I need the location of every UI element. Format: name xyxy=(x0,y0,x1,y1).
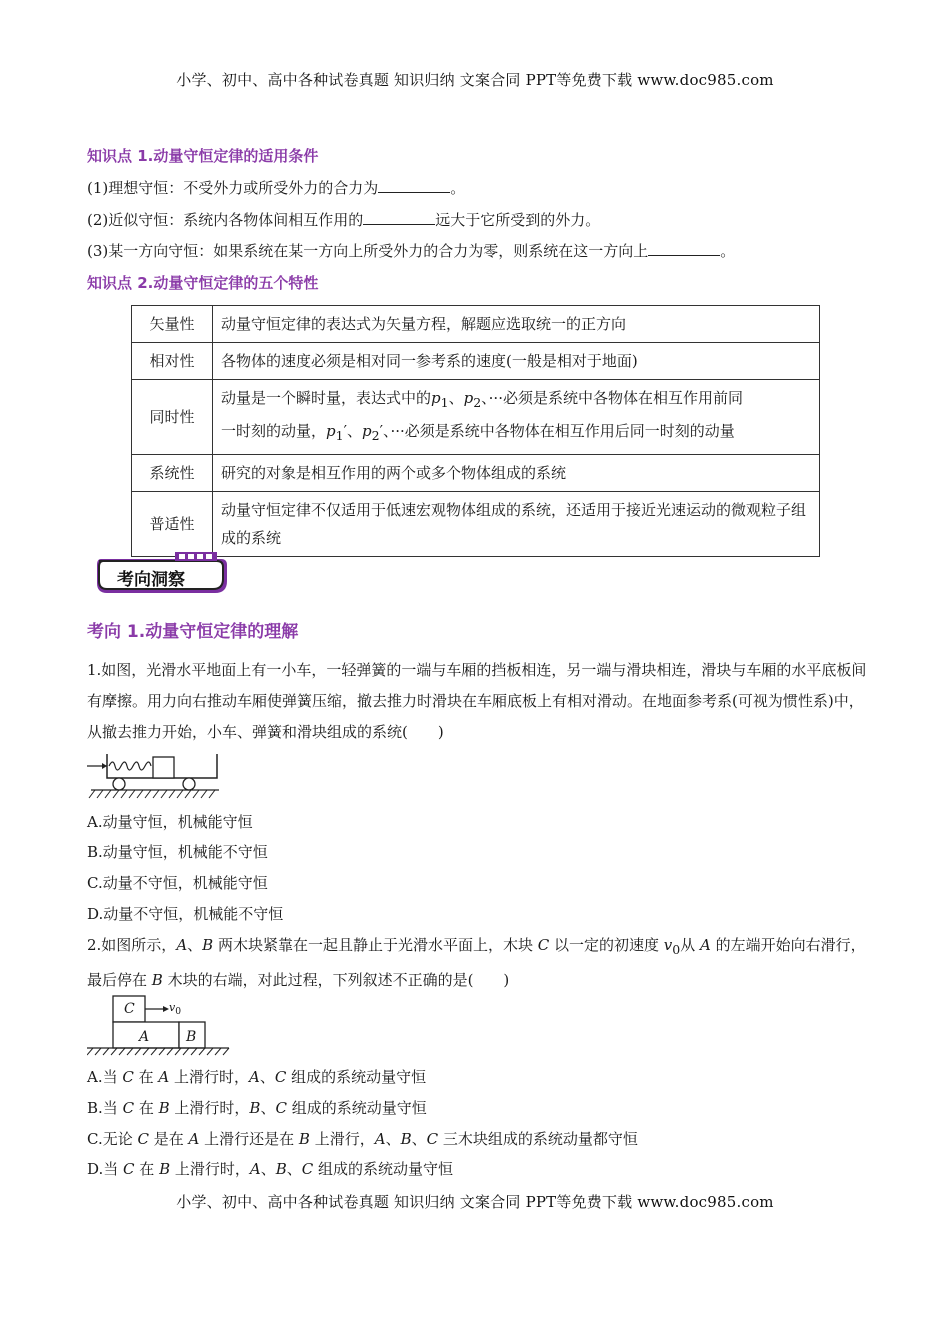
section-title: 考向 1.动量守恒定律的理解 xyxy=(87,622,299,642)
blocks-figure-icon xyxy=(87,994,232,1056)
section-badge xyxy=(93,551,231,597)
table-row xyxy=(132,455,820,492)
kp1-item-1: (1)理想守恒：不受外力或所受外力的合力为 。 xyxy=(87,179,466,197)
fill-blank[interactable] xyxy=(363,210,435,225)
question-2-option-a[interactable]: A.当 C 在 A 上滑行时，A、C 组成的系统动量守恒 xyxy=(87,1068,427,1086)
fill-blank[interactable] xyxy=(378,178,450,193)
table-row xyxy=(132,492,820,557)
page-footer: 小学、初中、高中各种试卷真题 知识归纳 文案合同 PPT等免费下载 www.doc985.com xyxy=(176,1193,774,1211)
fill-blank[interactable] xyxy=(648,241,720,256)
kp1-item-2: (2)近似守恒：系统内各物体间相互作用的 远大于它所受到的外力。 xyxy=(87,211,601,229)
velocity-label: $v_0$ xyxy=(169,1001,182,1018)
properties-table xyxy=(131,305,820,557)
table-cell-key: 矢量性 xyxy=(132,306,213,343)
question-2-stem: 2.如图所示，A、B 两木块紧靠在一起且静止于光滑水平面上，木块 C 以一定的初速度 $v_0$从 A 的左端开始向右滑行，最后停在 B 木块的右端，对此过程，下列叙述不正确的是( ) xyxy=(87,936,866,989)
badge-label: 考向洞察 xyxy=(117,570,185,590)
table-cell-value: 动量是一个瞬时量，表达式中的$p_1$、$p_2$、···必须是系统中各物体在相互作用前同 一时刻的动量，$p_1'$、$p_2'$、···必须是系统中各物体在相互作用后同一时刻的动量 xyxy=(213,380,820,455)
kp1-title: 知识点 1.动量守恒定律的适用条件 xyxy=(87,147,319,165)
table-cell-value: 各物体的速度必须是相对同一参考系的速度(一般是相对于地面) xyxy=(213,343,820,380)
table-cell-key: 同时性 xyxy=(132,380,213,455)
kp2-title: 知识点 2.动量守恒定律的五个特性 xyxy=(87,274,319,292)
block-b-label: B xyxy=(186,1029,197,1045)
table-row xyxy=(132,306,820,343)
question-1-stem: 1.如图，光滑水平地面上有一小车，一轻弹簧的一端与车厢的挡板相连，另一端与滑块相连，滑块与车厢的水平底板间有摩擦。用力向右推动车厢使弹簧压缩，撤去推力时滑块在车厢底板上有相对滑动。在地面参考系(可视为惯性系)中，从撤去推力开始，小车、弹簧和滑块组成的系统( ) xyxy=(87,661,867,741)
question-1-option-c[interactable]: C.动量不守恒，机械能守恒 xyxy=(87,874,268,892)
block-a-label: A xyxy=(139,1029,150,1045)
table-cell-value: 研究的对象是相互作用的两个或多个物体组成的系统 xyxy=(213,455,820,492)
question-2-option-d[interactable]: D.当 C 在 B 上滑行时，A、B、C 组成的系统动量守恒 xyxy=(87,1160,454,1178)
question-1-option-b[interactable]: B.动量守恒，机械能不守恒 xyxy=(87,843,268,861)
table-cell-key: 普适性 xyxy=(132,492,213,557)
question-2-option-b[interactable]: B.当 C 在 B 上滑行时，B、C 组成的系统动量守恒 xyxy=(87,1099,427,1117)
table-cell-value: 动量守恒定律的表达式为矢量方程，解题应选取统一的正方向 xyxy=(213,306,820,343)
question-1-option-a[interactable]: A.动量守恒，机械能守恒 xyxy=(87,813,253,831)
question-1-option-d[interactable]: D.动量不守恒，机械能不守恒 xyxy=(87,905,284,923)
table-row xyxy=(132,380,820,455)
cart-spring-figure-icon xyxy=(87,752,222,800)
block-c-label: C xyxy=(124,1001,135,1017)
table-row xyxy=(132,343,820,380)
table-cell-key: 系统性 xyxy=(132,455,213,492)
kp1-item-3: (3)某一方向守恒：如果系统在某一方向上所受外力的合力为零，则系统在这一方向上 。 xyxy=(87,242,736,260)
page-header: 小学、初中、高中各种试卷真题 知识归纳 文案合同 PPT等免费下载 www.doc985.com xyxy=(176,71,774,89)
question-2-option-c[interactable]: C.无论 C 是在 A 上滑行还是在 B 上滑行，A、B、C 三木块组成的系统动量都守恒 xyxy=(87,1130,638,1148)
table-cell-value: 动量守恒定律不仅适用于低速宏观物体组成的系统，还适用于接近光速运动的微观粒子组成的系统 xyxy=(213,492,820,557)
table-cell-key: 相对性 xyxy=(132,343,213,380)
